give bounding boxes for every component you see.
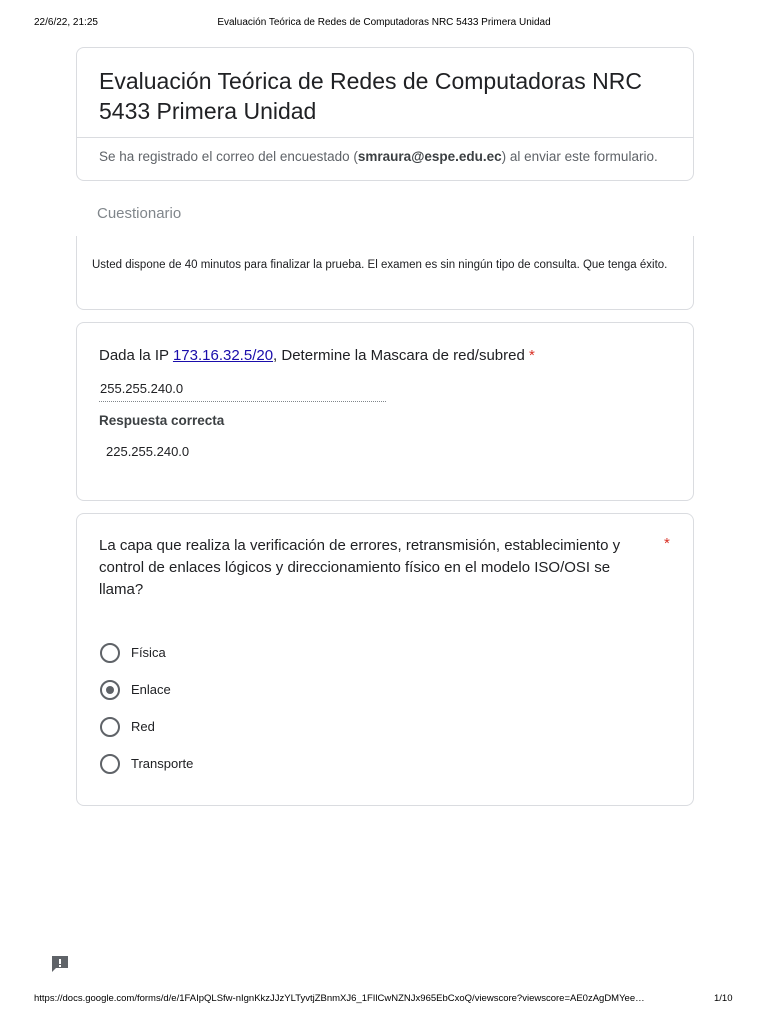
form-header-card [76,47,694,181]
email-note-suffix: ) al enviar este formulario. [501,149,658,164]
radio-button[interactable] [100,754,120,774]
option-label: Enlace [131,682,171,697]
required-asterisk: * [664,535,670,552]
radio-group [99,634,193,782]
header-divider [77,137,693,138]
option-label: Red [131,719,155,734]
page-url: https://docs.google.com/forms/d/e/1FAIpQLSfw-nIgnKkzJJzYLTyvtjZBnmXJ6_1FIlCwNZNJx965EbCxoQ/viewscore?viewscore=AE0zAgDMYee… [34,993,645,1004]
correct-answer-value: 225.255.240.0 [106,444,190,459]
correct-answer-label: Respuesta correcta [99,413,225,428]
section-description-card [76,236,694,310]
option-fisica[interactable] [99,634,193,671]
page-number: 1/10 [714,993,733,1004]
question-1-title [99,347,535,364]
radio-button-selected[interactable] [100,680,120,700]
ip-link[interactable]: 173.16.32.5/20 [172,347,274,364]
respondent-email: smraura@espe.edu.ec [357,149,502,164]
section-title: Cuestionario [97,205,182,222]
radio-button[interactable] [100,643,120,663]
question-card-1 [76,322,694,501]
section-description: Usted dispone de 40 minutos para finalizar la prueba. El examen es sin ningún tipo de consulta. Que tenga éxito. [92,259,668,271]
required-asterisk: * [529,347,535,364]
form-title: Evaluación Teórica de Redes de Computadoras NRC 5433 Primera Unidad [99,68,642,124]
print-datetime: 22/6/22, 21:25 [34,17,98,28]
answer-field: 255.255.240.0 [99,381,386,402]
option-transporte[interactable] [99,745,193,782]
print-title: Evaluación Teórica de Redes de Computadoras NRC 5433 Primera Unidad [217,17,551,28]
question-1-suffix: , Determine la Mascara de red/subred [273,347,525,364]
option-label: Transporte [131,756,194,771]
question-card-2 [76,513,694,806]
option-red[interactable] [99,708,193,745]
email-note [99,149,658,164]
question-1-prefix: Dada la IP [99,347,173,364]
option-enlace[interactable] [99,671,193,708]
feedback-icon[interactable] [50,954,70,974]
radio-button[interactable] [100,717,120,737]
print-header [0,17,768,31]
option-label: Física [131,645,166,660]
question-2-title: La capa que realiza la verificación de errores, retransmisión, establecimiento y control de enlaces lógicos y direccionamiento físico en el modelo ISO/OSI se llama? [99,537,621,598]
email-note-prefix: Se ha registrado el correo del encuestado ( [99,149,358,164]
